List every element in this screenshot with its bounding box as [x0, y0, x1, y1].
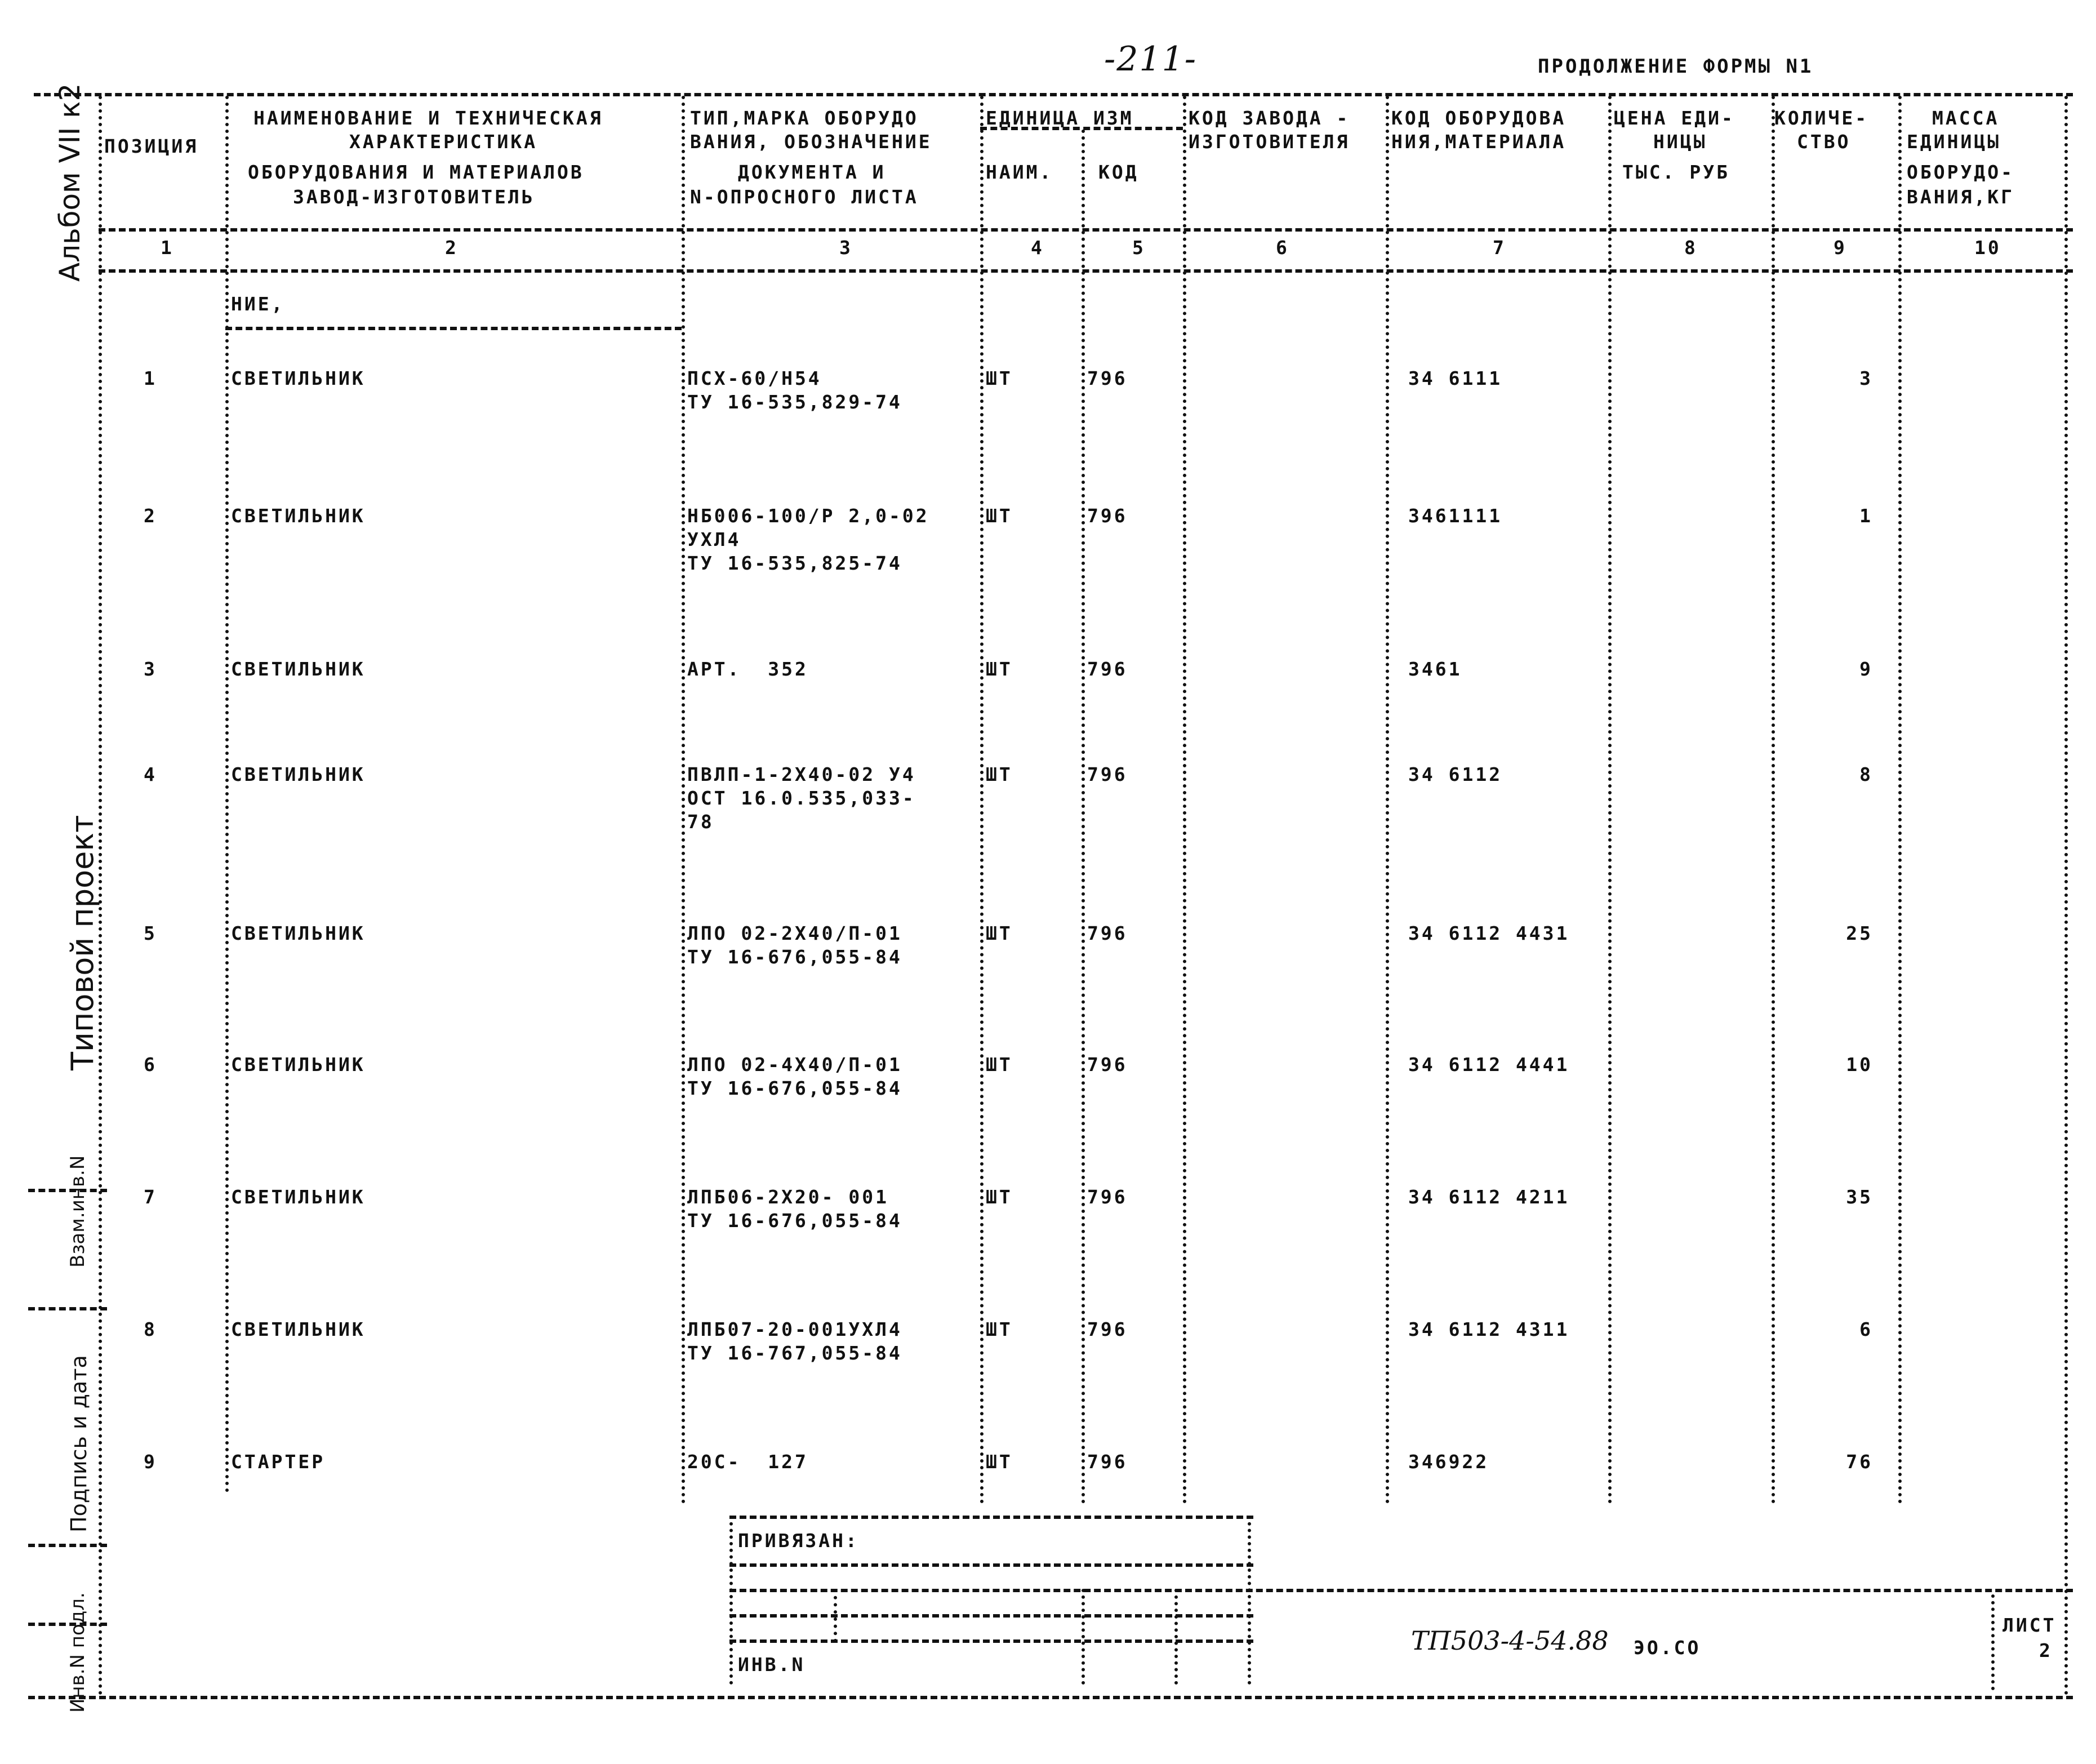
header-mass: ЕДИНИЦЫ: [1907, 131, 2001, 153]
row-unit: ШТ: [986, 367, 1013, 389]
row-quantity: 76: [1846, 1451, 1873, 1473]
row-type-line: ТУ 16-676,055-84: [687, 1077, 902, 1099]
margin-separator: [28, 1623, 107, 1626]
column-number: 5: [1132, 237, 1146, 259]
header-type-line: ВАНИЯ, ОБОЗНАЧЕНИЕ: [690, 131, 932, 153]
row-type-line: ЛПО 02-4Х40/П-01: [687, 1054, 902, 1076]
row-type-line: ТУ 16-676,055-84: [687, 946, 902, 968]
row-type-line: ПВЛП-1-2Х40-02 У4: [687, 763, 916, 785]
col-border: [980, 96, 984, 1504]
document-code: ТП503-4-54.88: [1411, 1625, 1609, 1656]
row-equipment-code: 34 6111: [1408, 367, 1503, 389]
row-unit-code: 796: [1087, 1318, 1128, 1340]
row-type-line: ЛПБ07-20-001УХЛ4: [687, 1318, 902, 1340]
column-number-divider: [99, 269, 2073, 273]
row-name: СВЕТИЛЬНИК: [231, 1186, 366, 1208]
row-unit: ШТ: [986, 658, 1013, 680]
row-unit-code: 796: [1087, 505, 1128, 527]
row-unit-code: 796: [1087, 1451, 1128, 1473]
header-divider: [99, 228, 2073, 232]
column-number: 7: [1493, 237, 1506, 259]
row-quantity: 25: [1846, 922, 1873, 944]
row-unit: ШТ: [986, 922, 1013, 944]
row-equipment-code: 34 6112: [1408, 763, 1503, 785]
row-name: СВЕТИЛЬНИК: [231, 1318, 366, 1340]
form-continuation: ПРОДОЛЖЕНИЕ ФОРМЫ N1: [1538, 55, 1814, 78]
row-name: СВЕТИЛЬНИК: [231, 763, 366, 785]
row-name: СВЕТИЛЬНИК: [231, 505, 366, 527]
table-bottom-border: [28, 1696, 2073, 1699]
header-equipment-code: КОД ОБОРУДОВА: [1391, 107, 1567, 129]
sheet-label: ЛИСТ: [2002, 1614, 2057, 1636]
header-price: НИЦЫ: [1653, 131, 1707, 153]
col-border: [1082, 130, 1085, 1504]
header-quantity: СТВО: [1797, 131, 1851, 153]
stamp-border: [729, 1516, 733, 1685]
row-equipment-code: 3461: [1408, 658, 1462, 680]
stamp-border: [729, 1563, 1253, 1567]
header-quantity: КОЛИЧЕ-: [1774, 107, 1869, 129]
header-name-line: ЗАВОД-ИЗГОТОВИТЕЛЬ: [293, 186, 535, 208]
header-name-line: ОБОРУДОВАНИЯ И МАТЕРИАЛОВ: [248, 161, 584, 183]
column-number: 4: [1031, 237, 1044, 259]
col-border: [1183, 96, 1186, 1504]
margin-separator: [28, 1307, 107, 1310]
privyazan-label: ПРИВЯЗАН:: [738, 1530, 859, 1552]
row-unit: ШТ: [986, 1054, 1013, 1076]
row-unit: ШТ: [986, 505, 1013, 527]
header-unit-code: КОД: [1098, 161, 1139, 183]
sheet-number: 2: [2039, 1639, 2053, 1661]
stamp-border: [834, 1589, 837, 1642]
row-unit-code: 796: [1087, 367, 1128, 389]
row-equipment-code: 34 6112 4431: [1408, 922, 1570, 944]
margin-separator: [28, 1544, 107, 1547]
row-position: 3: [144, 658, 157, 680]
row-position: 1: [144, 367, 157, 389]
stamp-border: [1082, 1589, 1085, 1685]
row-type-line: ТУ 16-676,055-84: [687, 1210, 902, 1232]
row-type-line: ЛПБ06-2Х20- 001: [687, 1186, 889, 1208]
header-name-line: ХАРАКТЕРИСТИКА: [349, 131, 538, 153]
row-quantity: 10: [1846, 1054, 1873, 1076]
col-border: [1386, 96, 1389, 1504]
carry-over-text: НИЕ,: [231, 293, 285, 315]
table-top-border: [34, 93, 2073, 96]
col-border: [1608, 96, 1612, 1504]
row-type-line: ЛПО 02-2Х40/П-01: [687, 922, 902, 944]
row-quantity: 35: [1846, 1186, 1873, 1208]
row-name: СВЕТИЛЬНИК: [231, 658, 366, 680]
row-position: 4: [144, 763, 157, 785]
sheet-box-border: [1991, 1594, 1995, 1690]
column-number: 9: [1834, 237, 1847, 259]
column-number: 8: [1684, 237, 1698, 259]
row-type-line: ТУ 16-535,825-74: [687, 552, 902, 574]
signature-date-label: Подпись и дата: [66, 1355, 91, 1532]
row-type-line: 78: [687, 811, 714, 833]
row-unit: ШТ: [986, 1186, 1013, 1208]
table-right-border: [2064, 96, 2068, 1696]
header-type-line: N-ОПРОСНОГО ЛИСТА: [690, 186, 919, 208]
row-type-line: 20С- 127: [687, 1451, 808, 1473]
stamp-border: [1248, 1516, 1251, 1685]
header-plant-code: КОД ЗАВОДА -: [1189, 107, 1350, 129]
carry-divider: [225, 327, 682, 330]
row-name: СТАРТЕР: [231, 1451, 326, 1473]
header-unit: ЕДИНИЦА ИЗМ: [986, 107, 1134, 129]
header-type-line: ДОКУМЕНТА И: [738, 161, 886, 183]
col-border: [99, 96, 102, 1696]
row-type-line: ПСХ-60/Н54: [687, 367, 822, 389]
inv-original-label: Инв.N подл.: [66, 1592, 89, 1713]
col-border: [1772, 96, 1775, 1504]
column-number: 10: [1974, 237, 2001, 259]
row-unit: ШТ: [986, 1318, 1013, 1340]
row-type-line: АРТ. 352: [687, 658, 808, 680]
row-equipment-code: 34 6112 4311: [1408, 1318, 1570, 1340]
row-quantity: 6: [1859, 1318, 1873, 1340]
row-equipment-code: 34 6112 4211: [1408, 1186, 1570, 1208]
row-position: 2: [144, 505, 157, 527]
row-unit: ШТ: [986, 763, 1013, 785]
row-type-line: ТУ 16-535,829-74: [687, 391, 902, 413]
row-unit: ШТ: [986, 1451, 1013, 1473]
column-number: 1: [161, 237, 174, 259]
column-number: 3: [839, 237, 853, 259]
row-unit-code: 796: [1087, 1054, 1128, 1076]
row-equipment-code: 3461111: [1408, 505, 1503, 527]
row-equipment-code: 346922: [1408, 1451, 1489, 1473]
project-label: Типовой проект: [65, 815, 100, 1070]
row-quantity: 8: [1859, 763, 1873, 785]
row-quantity: 1: [1859, 505, 1873, 527]
header-price: ТЫС. РУБ: [1622, 161, 1730, 183]
row-name: СВЕТИЛЬНИК: [231, 922, 366, 944]
col-border: [225, 96, 229, 1493]
row-type-line: УХЛ4: [687, 528, 741, 550]
vzam-inv-label: Взам.инв.N: [66, 1155, 89, 1268]
stamp-border: [1174, 1589, 1178, 1685]
document-suffix: ЭО.СО: [1634, 1637, 1701, 1659]
page-number: -211-: [1104, 39, 1198, 79]
row-unit-code: 796: [1087, 763, 1128, 785]
row-quantity: 3: [1859, 367, 1873, 389]
row-equipment-code: 34 6112 4441: [1408, 1054, 1570, 1076]
header-type-line: ТИП,МАРКА ОБОРУДО: [690, 107, 919, 129]
album-label: Альбом VII к2: [54, 83, 86, 282]
row-quantity: 9: [1859, 658, 1873, 680]
row-position: 8: [144, 1318, 157, 1340]
margin-separator: [28, 1189, 107, 1192]
row-position: 9: [144, 1451, 157, 1473]
column-number: 6: [1276, 237, 1289, 259]
col-border: [1898, 96, 1902, 1504]
header-unit-name: НАИМ.: [986, 161, 1053, 183]
row-type-line: ТУ 16-767,055-84: [687, 1342, 902, 1364]
header-equipment-code: НИЯ,МАТЕРИАЛА: [1391, 131, 1567, 153]
row-unit-code: 796: [1087, 658, 1128, 680]
header-mass: ВАНИЯ,КГ: [1907, 186, 2014, 208]
inventory-number-label: ИНВ.N: [738, 1654, 806, 1676]
row-unit-code: 796: [1087, 922, 1128, 944]
row-position: 6: [144, 1054, 157, 1076]
header-price: ЦЕНА ЕДИ-: [1614, 107, 1735, 129]
row-type-line: ОСТ 16.0.535,033-: [687, 787, 916, 809]
header-plant-code: ИЗГОТОВИТЕЛЯ: [1189, 131, 1350, 153]
row-name: СВЕТИЛЬНИК: [231, 367, 366, 389]
stamp-border: [729, 1516, 1253, 1519]
column-number: 2: [445, 237, 459, 259]
stamp-border: [729, 1589, 2073, 1592]
row-type-line: НБ006-100/Р 2,0-02: [687, 505, 929, 527]
header-name-line: НАИМЕНОВАНИЕ И ТЕХНИЧЕСКАЯ: [253, 107, 603, 129]
row-position: 5: [144, 922, 157, 944]
row-name: СВЕТИЛЬНИК: [231, 1054, 366, 1076]
header-position: ПОЗИЦИЯ: [104, 135, 199, 157]
col-border: [682, 96, 685, 1504]
row-unit-code: 796: [1087, 1186, 1128, 1208]
header-mass: МАССА: [1932, 107, 2000, 129]
row-position: 7: [144, 1186, 157, 1208]
header-mass: ОБОРУДО-: [1907, 161, 2014, 183]
